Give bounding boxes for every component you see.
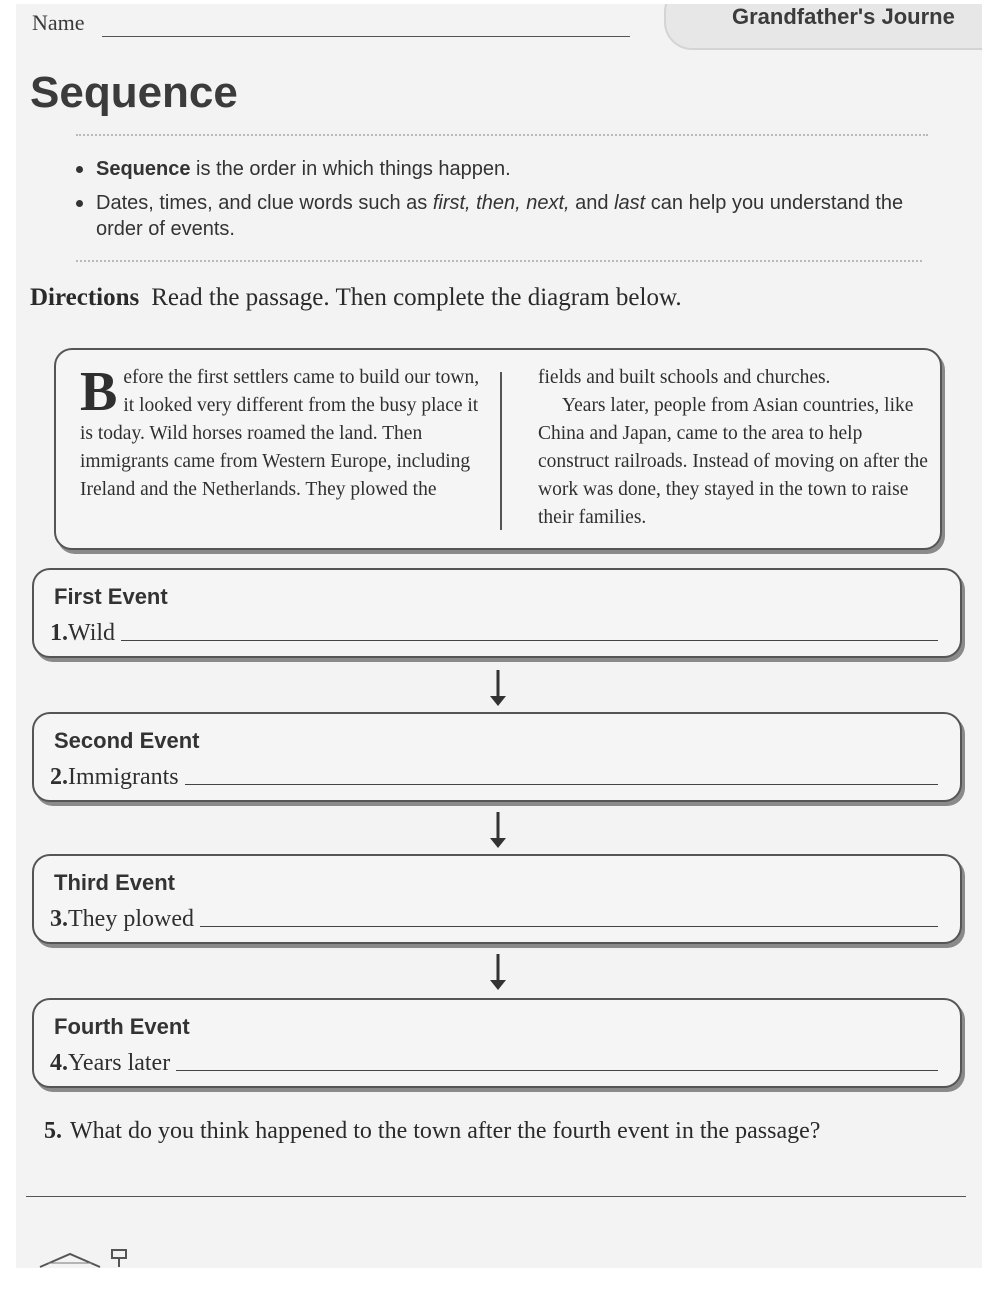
divider-bottom: [76, 260, 922, 262]
passage-right-text-2: Years later, people from Asian countries, like China and Japan, came to the area to help construct railroads. Instead of moving on after the work was done, they stayed in the town to raise their families.: [538, 395, 928, 528]
clue-word-last: last: [614, 192, 646, 214]
directions-label: Directions: [30, 284, 140, 311]
question-5-answer-line[interactable]: [26, 1196, 966, 1197]
question-number: 5.: [44, 1118, 62, 1144]
event-answer-line[interactable]: [121, 640, 938, 641]
event-answer-row: [50, 764, 938, 791]
event-answer-line[interactable]: [176, 1070, 938, 1071]
event-answer-row: [50, 620, 938, 647]
house-icon: [30, 1246, 130, 1268]
clue-word-first: first,: [432, 192, 471, 214]
third-event-box: [32, 854, 962, 944]
bullet-dot-icon: [76, 200, 83, 207]
clue-text-and: and: [575, 192, 609, 214]
event-title: Second Event: [54, 728, 200, 753]
passage-column-right: [538, 364, 938, 532]
fourth-event-box: [32, 998, 962, 1088]
page-title: Sequence: [30, 68, 238, 117]
drop-cap: B: [80, 361, 118, 423]
clue-text-end: can help you understand the order of events.: [96, 192, 904, 240]
event-number: 2.: [50, 764, 68, 790]
name-field[interactable]: [102, 36, 630, 37]
event-title: Third Event: [54, 870, 176, 895]
first-event-box: [32, 568, 962, 658]
event-answer-row: [50, 906, 938, 933]
down-arrow-icon: [488, 810, 508, 850]
definition-text: is the order in which things happen.: [190, 158, 511, 180]
down-arrow-icon: [488, 952, 508, 992]
column-divider: [500, 372, 502, 530]
clue-text: Dates, times, and clue words such as: [96, 192, 433, 214]
event-number: 1.: [50, 620, 68, 646]
event-number: 4.: [50, 1050, 68, 1076]
event-title: Fourth Event: [54, 1014, 190, 1039]
bullet-dot-icon: [76, 166, 83, 173]
passage-left-text: efore the first settlers came to build our town, it looked very different from the busy place it is today. Wild horses roamed the land. Then immigrants came from Western Europe, including Ireland and the Netherlands. They plowed the: [80, 367, 480, 500]
event-starter: Years later: [68, 1050, 171, 1076]
second-event-box: [32, 712, 962, 802]
event-starter: They plowed: [68, 906, 194, 932]
event-number: 3.: [50, 906, 68, 932]
passage-column-left: [80, 361, 480, 504]
clue-word-then: then,: [476, 192, 521, 214]
clue-words-item: [74, 190, 934, 242]
question-text: What do you think happened to the town after the fourth event in the passage?: [70, 1118, 821, 1144]
down-arrow-icon: [488, 668, 508, 708]
event-answer-line[interactable]: [200, 926, 938, 927]
directions-text: Read the passage. Then complete the diagram below.: [151, 284, 682, 311]
name-label: Name: [32, 10, 85, 35]
event-answer-line[interactable]: [185, 784, 938, 785]
directions: [30, 284, 682, 312]
event-answer-row: [50, 1050, 938, 1077]
worksheet-page: [16, 4, 982, 1268]
definition-item: [74, 156, 934, 182]
definition-list: [74, 156, 934, 250]
event-title: First Event: [54, 584, 168, 609]
event-starter: Immigrants: [68, 764, 179, 790]
passage-right-text-1: fields and built schools and churches.: [538, 367, 831, 388]
clue-word-next: next,: [526, 192, 570, 214]
story-title: Grandfather's Journe: [732, 4, 955, 29]
term-bold: Sequence: [96, 158, 191, 180]
passage-box: [54, 348, 942, 550]
event-starter: Wild: [68, 620, 116, 646]
question-5: [44, 1118, 820, 1145]
divider-top: [76, 134, 928, 136]
